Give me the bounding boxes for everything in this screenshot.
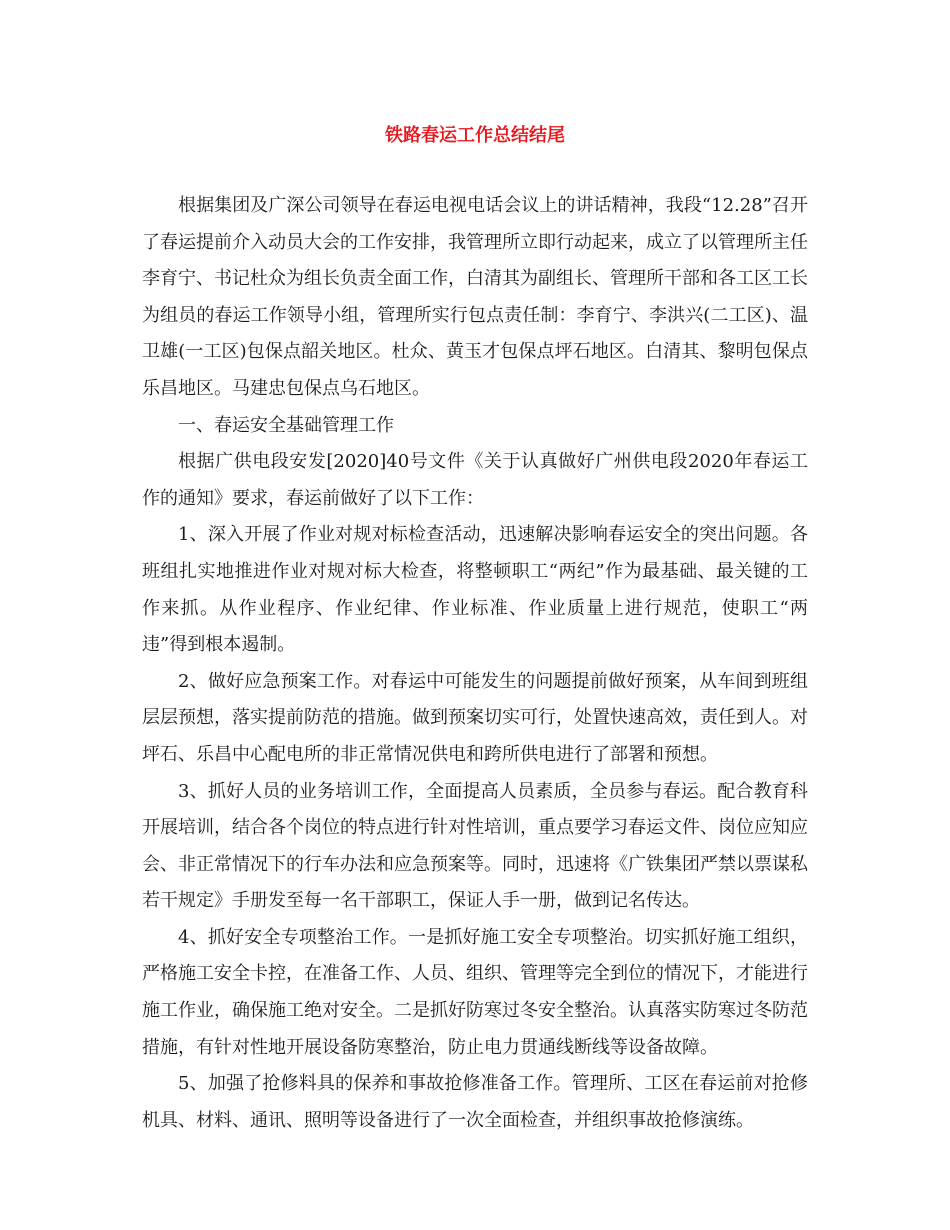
document-title: 铁路春运工作总结结尾: [385, 125, 565, 146]
section-heading: 一、春运安全基础管理工作: [178, 414, 394, 436]
notice-paragraph: 根据广供电段安发[2020]40号文件《关于认真做好广州供电段2020年春运工作的通知》要求，春运前做好了以下工作：: [142, 451, 808, 509]
item-4-paragraph: 4、抓好安全专项整治工作。一是抓好施工安全专项整治。切实抓好施工组织，严格施工安全卡控，在准备工作、人员、组织、管理等完全到位的情况下，才能进行施工作业，确保施工绝对安全。二是抓好防寒过冬安全整治。认真落实防寒过冬防范措施，有针对性地开展设备防寒整治，防止电力贯通线断线等设备故障。: [142, 926, 808, 1058]
item-5-paragraph: 5、加强了抢修料具的保养和事故抢修准备工作。管理所、工区在春运前对抢修机具、材料、通讯、照明等设备进行了一次全面检查，并组织事故抢修演练。: [142, 1073, 808, 1131]
intro-paragraph: 根据集团及广深公司领导在春运电视电话会议上的讲话精神，我段“12.28”召开了春运提前介入动员大会的工作安排，我管理所立即行动起来，成立了以管理所主任李育宁、书记杜众为组长负责全面工作，白清其为副组长、管理所干部和各工区工长为组员的春运工作领导小组，管理所实行包点责任制：李育宁、李洪兴(二工区)、温卫雄(一工区)包保点韶关地区。杜众、黄玉才包保点坪石地区。白清其、黎明包保点乐昌地区。马建忠包保点乌石地区。: [142, 195, 808, 399]
item-2-paragraph: 2、做好应急预案工作。对春运中可能发生的问题提前做好预案，从车间到班组层层预想，落实提前防范的措施。做到预案切实可行，处置快速高效，责任到人。对坪石、乐昌中心配电所的非正常情况供电和跨所供电进行了部署和预想。: [142, 670, 808, 765]
item-1-paragraph: 1、深入开展了作业对规对标检查活动，迅速解决影响春运安全的突出问题。各班组扎实地推进作业对规对标大检查，将整顿职工“两纪”作为最基础、最关键的工作来抓。从作业程序、作业纪律、作业标准、作业质量上进行规范，使职工“两违”得到根本遏制。: [142, 524, 808, 656]
document-body: [142, 188, 808, 1139]
item-3-paragraph: 3、抓好人员的业务培训工作，全面提高人员素质，全员参与春运。配合教育科开展培训，结合各个岗位的特点进行针对性培训，重点要学习春运文件、岗位应知应会、非正常情况下的行车办法和应急预案等。同时，迅速将《广铁集团严禁以票谋私若干规定》手册发至每一名干部职工，保证人手一册，做到记名传达。: [142, 780, 808, 912]
